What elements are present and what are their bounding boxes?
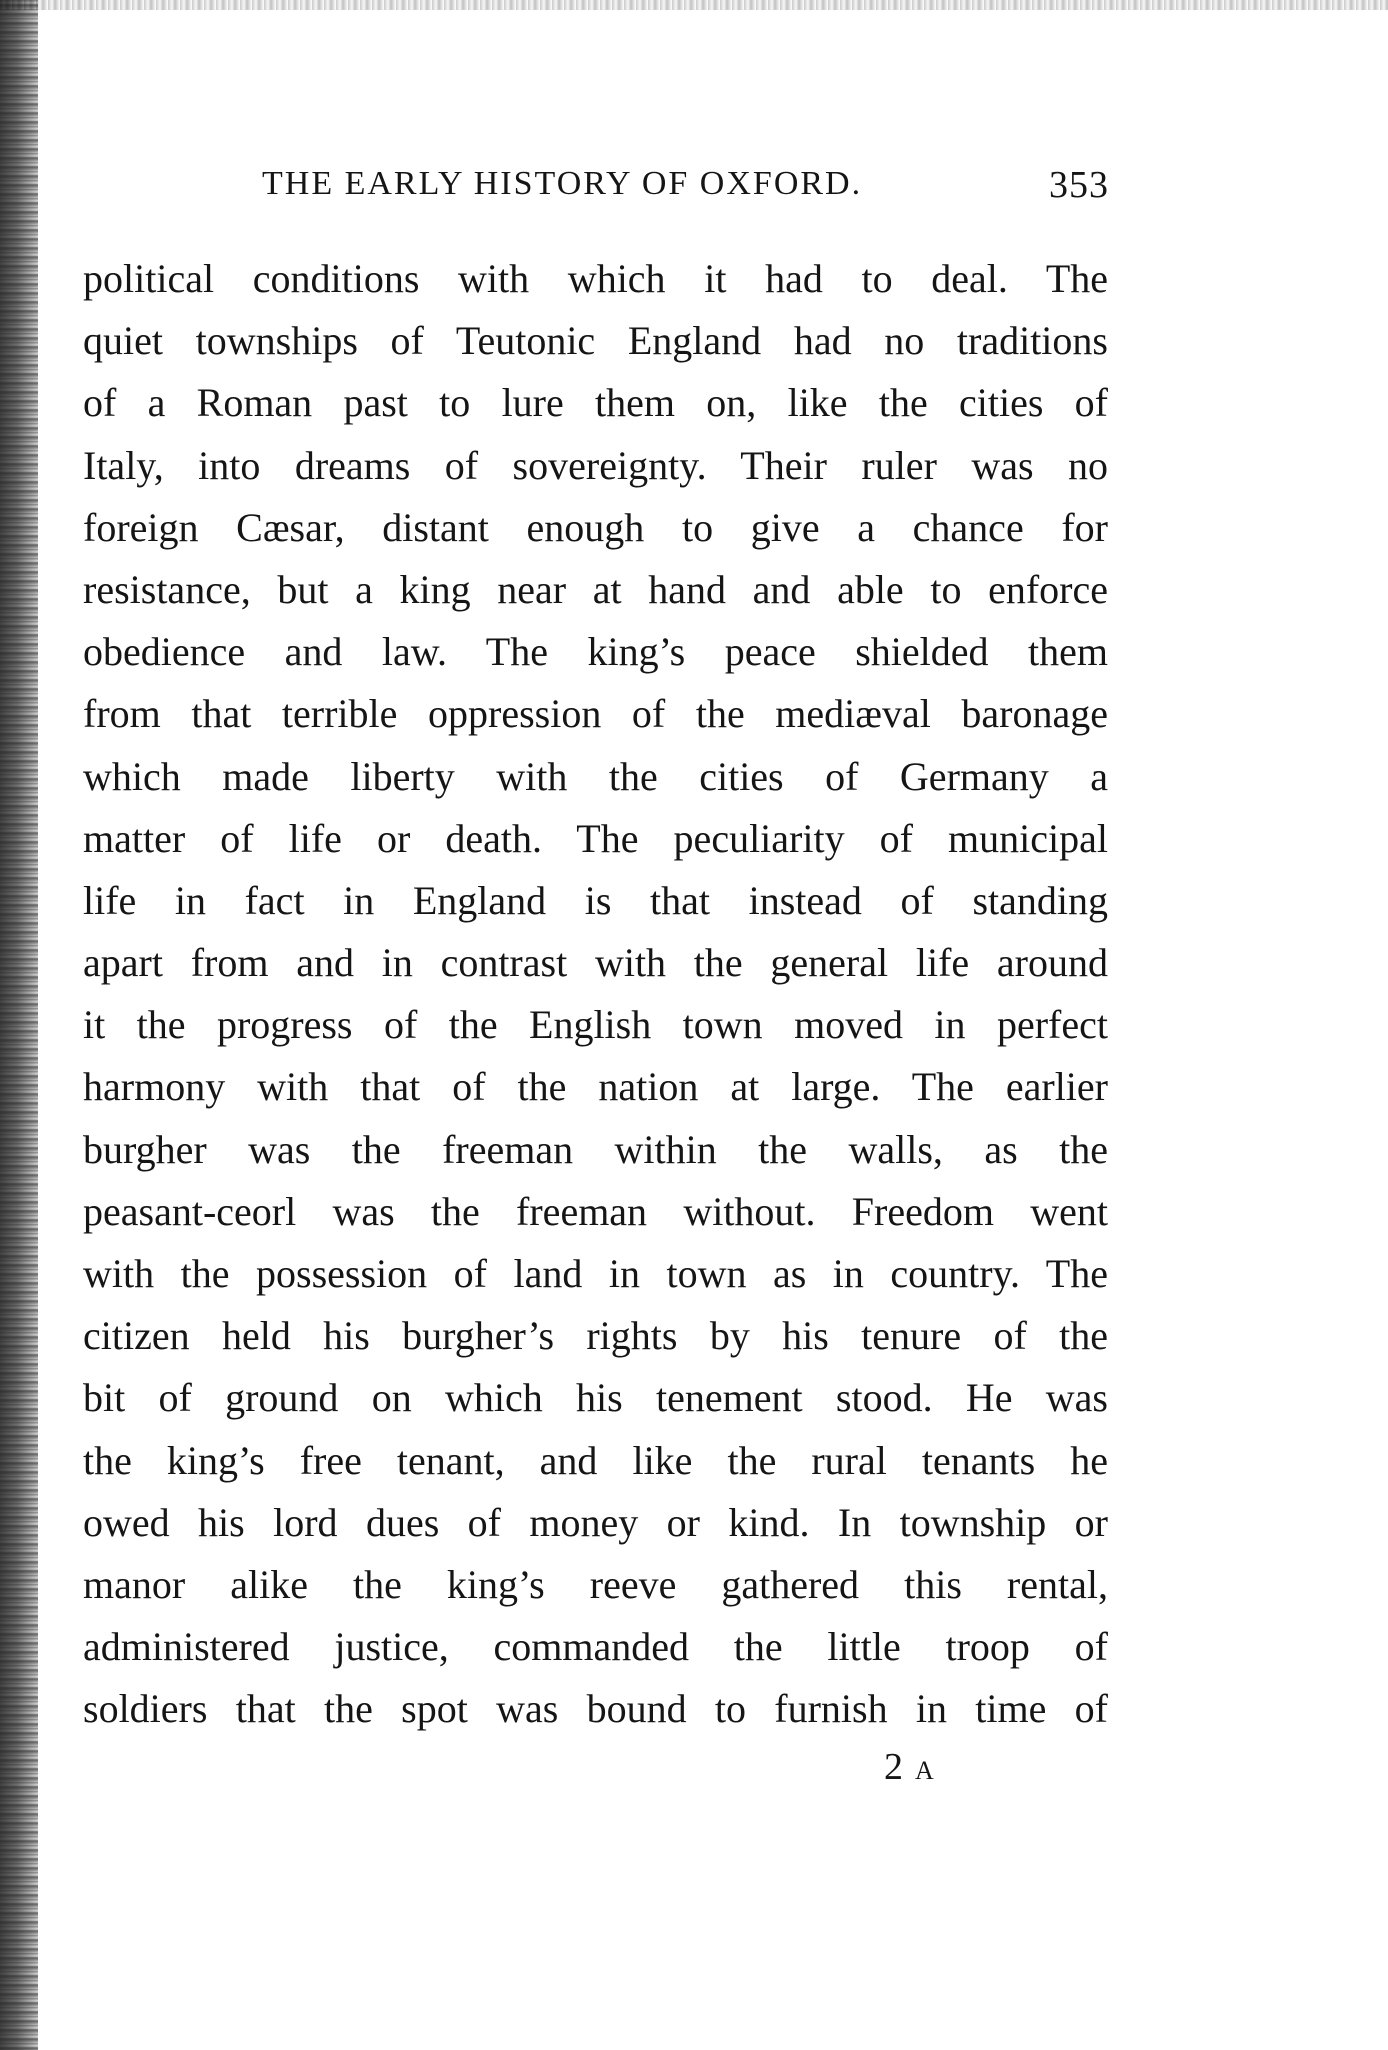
text-line-content: political conditions with which it had to deal. The: [83, 256, 1108, 301]
text-line-content: it the progress of the English town moved in perfect: [83, 1002, 1108, 1048]
text-line: [83, 932, 1108, 994]
text-line: [83, 435, 1108, 497]
text-line-content: foreign Cæsar, distant enough to give a chance for: [83, 504, 1108, 550]
text-line: [83, 1678, 1108, 1740]
text-line-content: of a Roman past to lure them on, like the cities of: [83, 380, 1108, 426]
text-line-content: citizen held his burgher’s rights by his tenure of the: [83, 1313, 1108, 1359]
text-line-content: manor alike the king’s reeve gathered this rental,: [83, 1561, 1108, 1607]
text-line-content: the king’s free tenant, and like the rural tenants he: [83, 1437, 1108, 1483]
text-line: [83, 372, 1108, 434]
scan-top-edge: [0, 0, 1388, 10]
text-line-content: owed his lord dues of money or kind. In township or: [83, 1499, 1108, 1545]
text-line: [83, 1119, 1108, 1181]
running-title: THE EARLY HISTORY OF OXFORD.: [262, 165, 863, 202]
text-line: [83, 497, 1108, 559]
text-line: [83, 1554, 1108, 1616]
text-line: [83, 559, 1108, 621]
text-line: [83, 808, 1108, 870]
text-line-content: apart from and in contrast with the general life around: [83, 940, 1108, 986]
text-line-content: from that terrible oppression of the mediæval baronage: [83, 691, 1108, 737]
text-line-content: bit of ground on which his tenement stood. He was: [83, 1375, 1108, 1421]
text-line: [83, 1492, 1108, 1554]
page-header: [262, 165, 1117, 215]
body-text: [83, 248, 1108, 1741]
text-line: [83, 1305, 1108, 1367]
text-line: [83, 1181, 1108, 1243]
text-line: [83, 1367, 1108, 1429]
text-line-content: burgher was the freeman within the walls, as the: [83, 1126, 1108, 1172]
text-line: [83, 621, 1108, 683]
text-line: [83, 310, 1108, 372]
signature-letter: A: [915, 1756, 936, 1785]
text-line-content: obedience and law. The king’s peace shielded them: [83, 629, 1108, 675]
text-line-content: life in fact in England is that instead of standing: [83, 877, 1108, 923]
text-line-content: administered justice, commanded the little troop of: [83, 1624, 1108, 1670]
text-line-content: with the possession of land in town as in country. The: [83, 1251, 1108, 1296]
text-line: [83, 683, 1108, 745]
scan-gutter-shadow: [0, 0, 38, 2050]
text-line-content: matter of life or death. The peculiarity of municipal: [83, 815, 1108, 861]
text-line: [83, 1616, 1108, 1678]
text-line: [83, 870, 1108, 932]
text-line: [83, 994, 1108, 1056]
text-line-content: harmony with that of the nation at large. The earlier: [83, 1064, 1108, 1110]
text-line-content: peasant-ceorl was the freeman without. Freedom went: [83, 1188, 1108, 1234]
text-line: [83, 1243, 1108, 1305]
text-line: [83, 746, 1108, 808]
text-line-content: resistance, but a king near at hand and able to enforce: [83, 566, 1108, 612]
text-line-content: quiet townships of Teutonic England had no traditions: [83, 318, 1108, 364]
text-line-content: soldiers that the spot was bound to furnish in time of: [83, 1686, 1108, 1732]
text-line: [83, 1056, 1108, 1118]
page-number: 353: [1049, 164, 1109, 206]
text-line: [83, 1430, 1108, 1492]
text-line: [83, 248, 1108, 310]
text-line-content: Italy, into dreams of sovereignty. Their ruler was no: [83, 442, 1108, 488]
text-line-content: which made liberty with the cities of Germany a: [83, 753, 1108, 799]
signature-number: 2: [884, 1746, 905, 1788]
signature-mark: [884, 1745, 936, 1789]
